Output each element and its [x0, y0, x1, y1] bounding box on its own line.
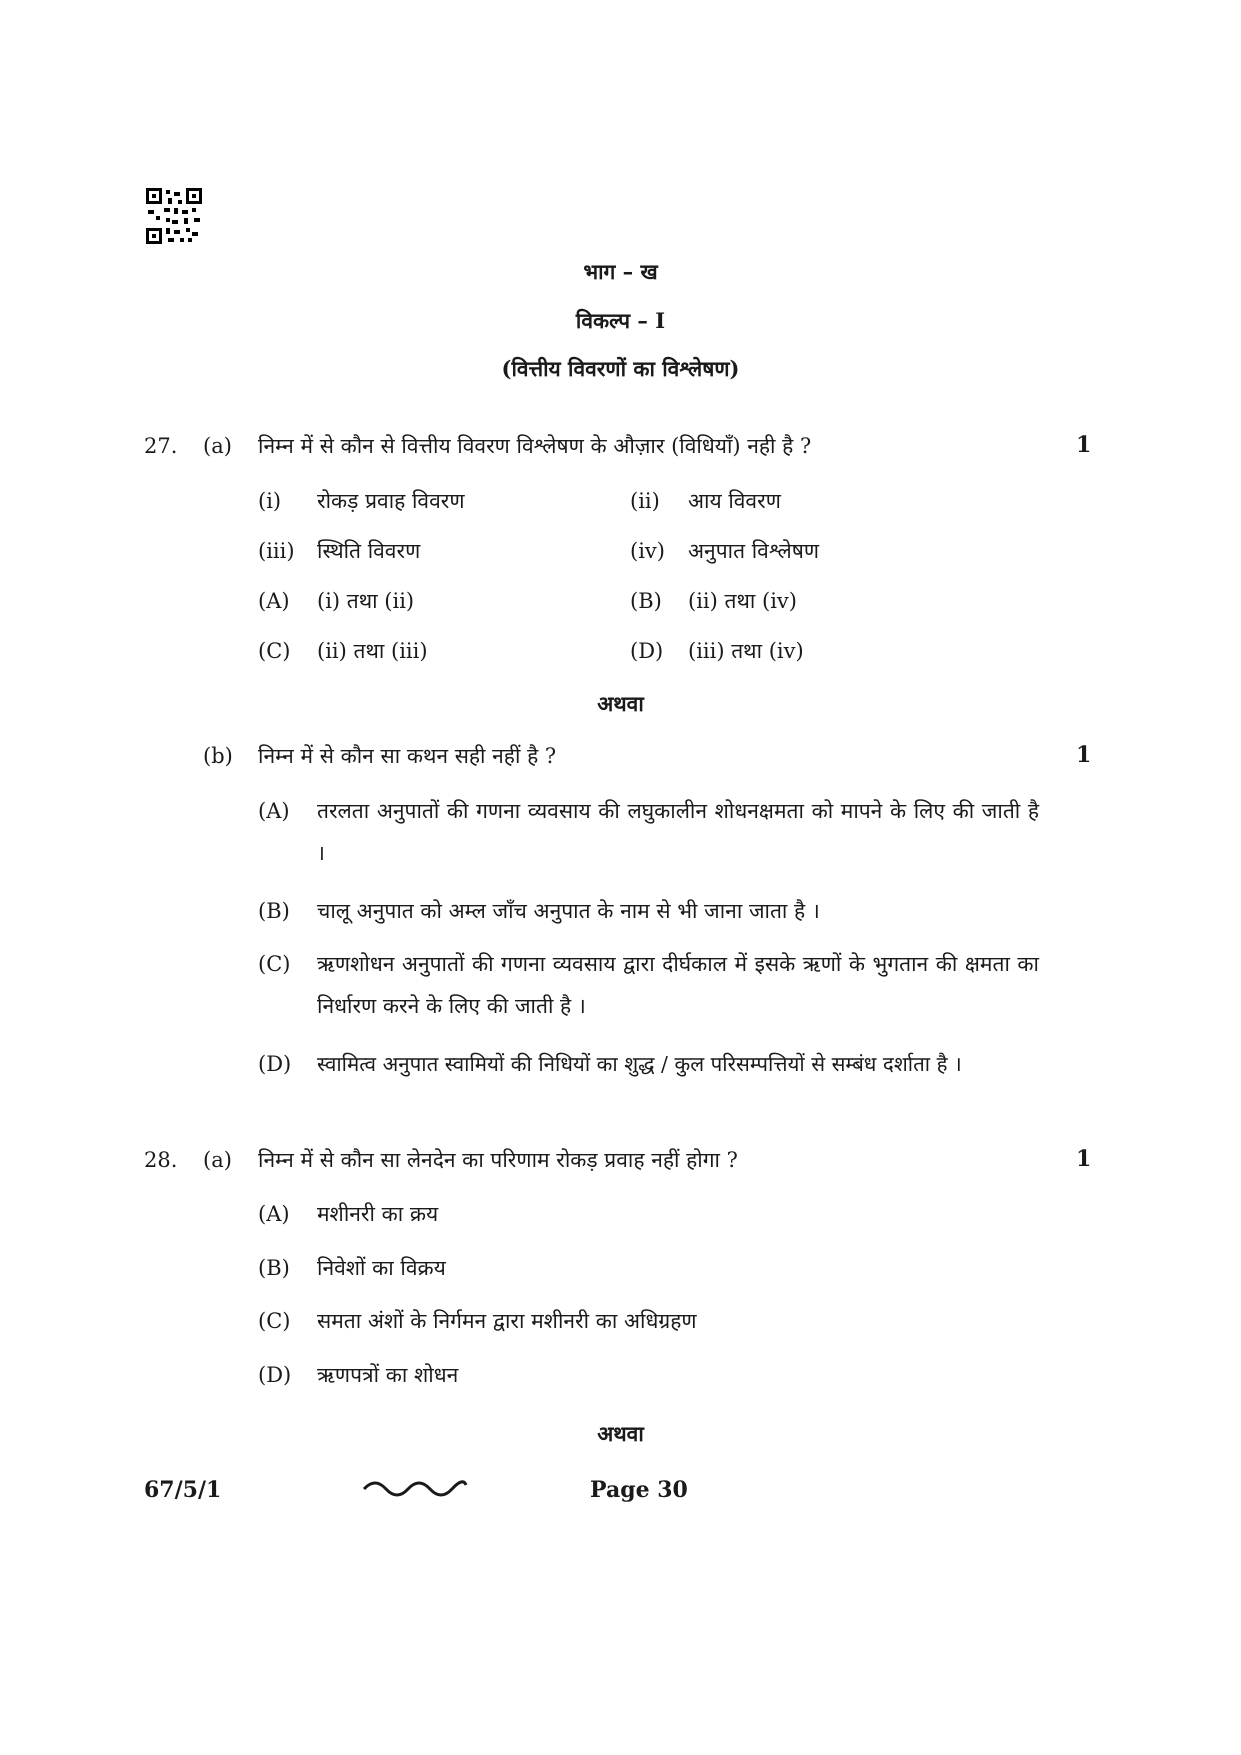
- q27-b-marks: 1: [1076, 742, 1092, 768]
- q28-a-text: निम्न में से कौन सा लेनदेन का परिणाम रोकड़ प्रवाह नहीं होगा ?: [258, 1148, 738, 1172]
- q27-b-option-label: (A): [258, 799, 290, 823]
- section-part: भाग – ख: [583, 259, 658, 284]
- q28-option-label: (C): [258, 1309, 291, 1333]
- q27-option-text: (iii) तथा (iv): [688, 639, 804, 663]
- q27-number: 27.: [144, 434, 178, 458]
- q27-item-text: अनुपात विश्लेषण: [688, 539, 820, 563]
- q27-option-label: (D): [630, 639, 664, 663]
- q27-option-text: (i) तथा (ii): [317, 589, 415, 613]
- q27-option-text: (ii) तथा (iii): [317, 639, 428, 663]
- q27-or: अथवा: [597, 691, 644, 716]
- q27-item-label: (iii): [258, 539, 295, 563]
- q27-item-text: आय विवरण: [688, 489, 781, 513]
- q27-marks: 1: [1076, 432, 1092, 458]
- q28-option-text: समता अंशों के निर्गमन द्वारा मशीनरी का अधिग्रहण: [317, 1309, 697, 1333]
- q28-option-text: ऋणपत्रों का शोधन: [317, 1363, 459, 1387]
- q27-option-text: (ii) तथा (iv): [688, 589, 797, 613]
- q27-b-option-label: (C): [258, 952, 291, 976]
- q27-item-text: स्थिति विवरण: [317, 539, 421, 563]
- q27-a-label: (a): [203, 434, 232, 458]
- q27-item-label: (iv): [630, 539, 665, 563]
- q28-or: अथवा: [597, 1421, 644, 1446]
- section-option: विकल्प – I: [575, 308, 666, 333]
- q27-b-label: (b): [203, 744, 233, 768]
- q27-b-option-text: तरलता अनुपातों की गणना व्यवसाय की लघुकालीन शोधनक्षमता को मापने के लिए की जाती है ।: [317, 799, 1039, 865]
- q27-option-label: (C): [258, 639, 291, 663]
- q28-option-text: निवेशों का विक्रय: [317, 1256, 446, 1280]
- q27-a-text: निम्न में से कौन से वित्तीय विवरण विश्लेषण के औज़ार (विधियाँ) नही है ?: [258, 434, 812, 458]
- q28-number: 28.: [144, 1148, 178, 1172]
- q27-b-text: निम्न में से कौन सा कथन सही नहीं है ?: [258, 744, 557, 768]
- q27-option-label: (A): [258, 589, 290, 613]
- q28-option-label: (A): [258, 1202, 290, 1226]
- squiggle-icon: [360, 1475, 470, 1499]
- qr-code: [146, 188, 202, 244]
- q27-b-option-label: (B): [258, 899, 290, 923]
- q27-item-label: (i): [258, 489, 282, 513]
- footer-page: Page 30: [590, 1477, 688, 1503]
- q28-a-label: (a): [203, 1148, 232, 1172]
- q28-marks: 1: [1076, 1146, 1092, 1172]
- q27-b-option-text: ऋणशोधन अनुपातों की गणना व्यवसाय द्वारा दीर्घकाल में इसके ऋणों के भुगतान की क्षमता का निर्धारण करने के लिए की जाती है ।: [317, 952, 1039, 1018]
- q27-b-option-label: (D): [258, 1052, 292, 1076]
- section-subject: (वित्तीय विवरणों का विश्लेषण): [501, 356, 740, 381]
- q27-b-option-text: चालू अनुपात को अम्ल जाँच अनुपात के नाम से भी जाना जाता है ।: [317, 899, 820, 923]
- q27-b-option-text: स्वामित्व अनुपात स्वामियों की निधियों का शुद्ध / कुल परिसम्पत्तियों से सम्बंध दर्शाता है ।: [317, 1052, 962, 1076]
- q28-option-label: (B): [258, 1256, 290, 1280]
- q27-item-text: रोकड़ प्रवाह विवरण: [317, 489, 465, 513]
- q28-option-text: मशीनरी का क्रय: [317, 1202, 439, 1226]
- q27-option-label: (B): [630, 589, 662, 613]
- footer-code: 67/5/1: [144, 1477, 222, 1503]
- q28-option-label: (D): [258, 1363, 292, 1387]
- q27-item-label: (ii): [630, 489, 660, 513]
